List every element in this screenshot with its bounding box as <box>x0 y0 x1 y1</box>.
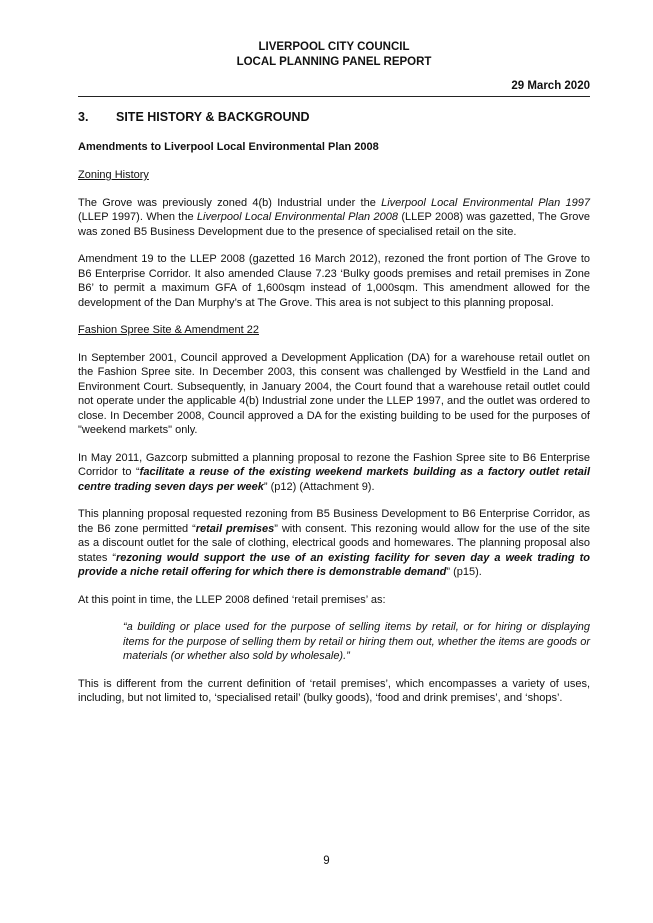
zoning-history-heading: Zoning History <box>78 169 149 181</box>
fashion-paragraph-2 <box>78 451 590 495</box>
section-title: SITE HISTORY & BACKGROUND <box>116 110 310 124</box>
text-run: ” (p15). <box>446 566 482 578</box>
fashion-paragraph-4: At this point in time, the LLEP 2008 defined ‘retail premises’ as: <box>78 593 386 606</box>
text-run: In May 2011, Gazcorp submitted a planning proposal to rezone the Fashion Spree site to B6 Enterprise Corridor to “ <box>78 451 590 478</box>
text-run: (LLEP 1997). When the <box>78 211 197 223</box>
text-run: (LLEP 2008) was gazetted, The Grove was zoned B5 Business Development due to the presence of specialised retail on the site. <box>78 211 590 238</box>
text-run: This planning proposal requested rezoning from B5 Business Development to B6 Enterprise Corridor, as the B6 zone permitted “ <box>78 508 590 535</box>
text-run-bold-italic: rezoning would support the use of an existing facility for seven day a week trading to provide a niche retail offering for which there is demonstrable demand <box>78 551 590 578</box>
zoning-paragraph-2: Amendment 19 to the LLEP 2008 (gazetted 16 March 2012), rezoned the front portion of The Grove to B6 Enterprise Corridor. It also amended Clause 7.23 ‘Bulky goods premises and retail premises in Zone B6’ to permit a maximum GFA of 1,600sqm instead of 1,000sqm. This amendment allowed for the development of the Dan Murphy’s at The Grove. This area is not subject to this planning proposal. <box>78 253 590 309</box>
text-run-italic: Liverpool Local Environmental Plan 1997 <box>381 196 590 209</box>
text-run: The Grove was previously zoned 4(b) Industrial under the <box>78 196 382 209</box>
fashion-paragraph-1: In September 2001, Council approved a Development Application (DA) for a warehouse retail outlet on the Fashion Spree site. In December 2003, this consent was challenged by Westfield in the Land and Environment Court. Subsequently, in January 2004, the Court found that a warehouse retail outlet could not operate under the applicable 4(b) Industrial zone under the LLEP 1997, and the outlet was ordered to close. In December 2008, Council approved a DA for the existing building to be used for the purposes of "weekend markets" only. <box>78 351 590 436</box>
section-heading <box>78 110 590 125</box>
report-date: 29 March 2020 <box>511 80 590 92</box>
text-run: ” with consent. This rezoning would allow for the use of the site as a discount outlet for the sale of clothing, electrical goods and homewares. The planning proposal also states “ <box>78 522 591 564</box>
subheading: Amendments to Liverpool Local Environmental Plan 2008 <box>78 140 379 153</box>
fashion-spree-heading: Fashion Spree Site & Amendment 22 <box>78 324 259 336</box>
section-number: 3. <box>78 110 89 124</box>
fashion-paragraph-5: This is different from the current definition of ‘retail premises’, which encompasses a variety of uses, including, but not limited to, ‘specialised retail’ (bulky goods), ‘food and drink premises’, and ‘shops’. <box>78 677 590 704</box>
text-run-italic: Liverpool Local Environmental Plan 2008 <box>196 211 398 223</box>
fashion-paragraph-3 <box>78 507 590 580</box>
report-title: LOCAL PLANNING PANEL REPORT <box>236 56 432 68</box>
text-run-bold-italic: facilitate a reuse of the existing weekend markets building as a factory outlet retail centre trading seven days per week <box>78 466 591 493</box>
report-body <box>78 110 590 719</box>
zoning-paragraph-1 <box>78 196 590 240</box>
page-number: 9 <box>323 855 330 867</box>
text-run-bold-italic: retail premises <box>195 522 275 535</box>
retail-premises-quote: “a building or place used for the purpose of selling items by retail, or for hiring or displaying items for the purpose of selling them by retail or hiring them out, whether the items are goods or materials (or whether also sold by wholesale).” <box>123 621 590 662</box>
header-rule <box>78 96 590 97</box>
text-run: ” (p12) (Attachment 9). <box>263 480 375 493</box>
council-name: LIVERPOOL CITY COUNCIL <box>258 41 410 53</box>
